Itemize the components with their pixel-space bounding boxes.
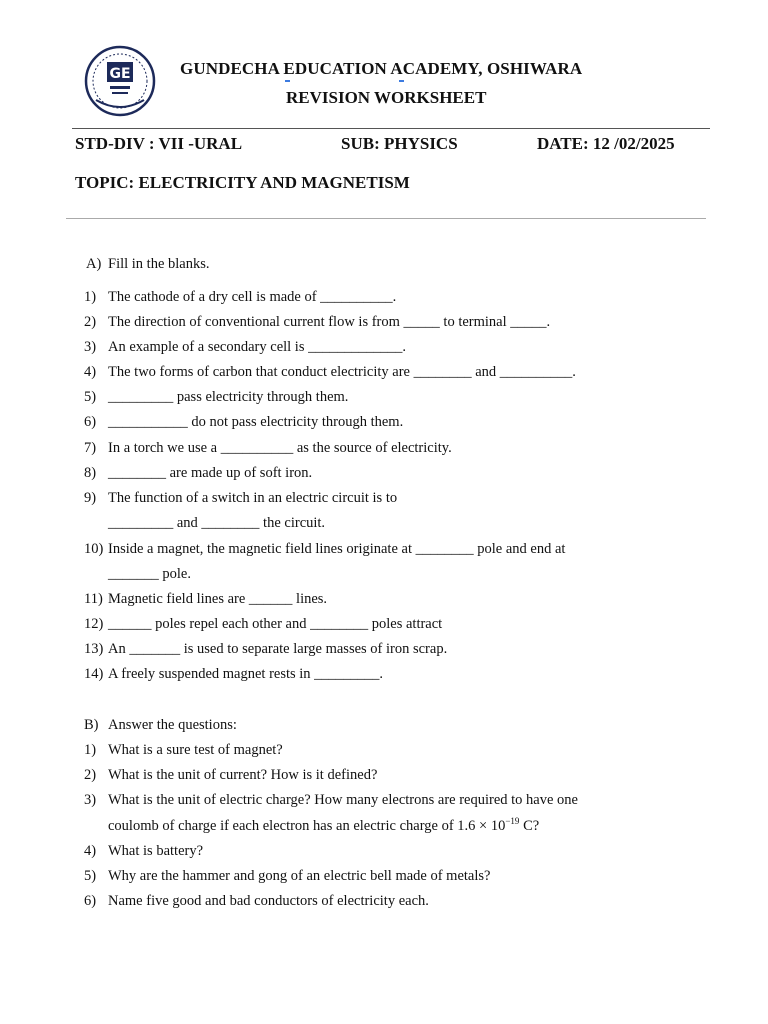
header-divider bbox=[72, 128, 710, 129]
subject-label: SUB: PHYSICS bbox=[341, 134, 458, 153]
topic-label: TOPIC: ELECTRICITY AND MAGNETISM bbox=[75, 173, 410, 192]
school-logo bbox=[82, 44, 158, 118]
school-name: GUNDECHA EDUCATION ACADEMY, OSHIWARA bbox=[180, 59, 583, 78]
std-div-label: STD-DIV : VII -URAL bbox=[75, 134, 243, 153]
section-title: Fill in the blanks. bbox=[108, 256, 210, 272]
topic-divider bbox=[66, 218, 706, 219]
section-title: Answer the questions: bbox=[108, 717, 237, 733]
worksheet-title: REVISION WORKSHEET bbox=[286, 88, 487, 107]
spellcheck-mark bbox=[399, 80, 404, 82]
spellcheck-mark bbox=[285, 80, 290, 82]
section-marker: B) bbox=[84, 717, 99, 733]
svg-text:GE: GE bbox=[109, 66, 131, 82]
section-marker: A) bbox=[86, 256, 102, 272]
date-label: DATE: 12 /02/2025 bbox=[537, 134, 675, 153]
